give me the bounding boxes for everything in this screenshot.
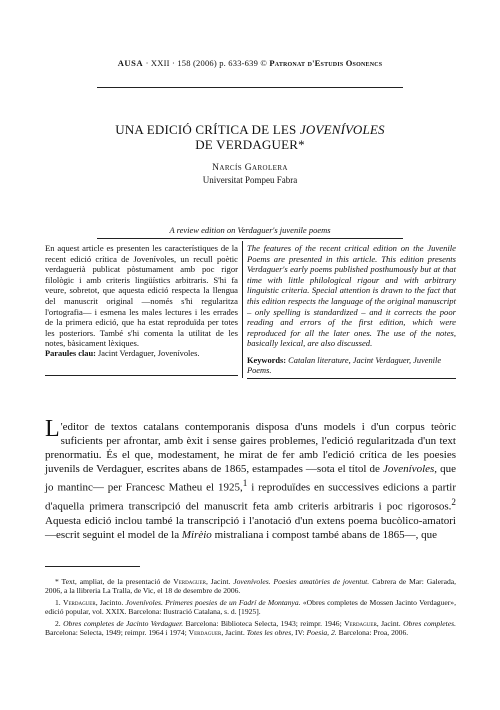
keywords-english-label: Keywords: — [247, 356, 287, 365]
fn-text: , Jacint. — [376, 618, 404, 628]
body-segment: i reproduïdes en successives edicions a partir d'aquella primera transcripció del manuscrit feta amb criteris arbitraris i poc rigorosos. — [45, 482, 457, 513]
title-emphasis: JOVENÍVOLES — [299, 122, 385, 137]
keywords-english-text: Catalan literature, Jacint Verdaguer, Juvenile Poems. — [247, 356, 442, 376]
fn-smallcaps: Verdaguer — [62, 597, 96, 607]
abstract-top-divider — [97, 238, 403, 239]
footnote-ref: 2 — [451, 497, 456, 508]
fn-smallcaps: Verdaguer — [344, 618, 377, 628]
body-segment: Aquesta edició inclou també la transcripció i l'anotació d'un extens poema bucòlico-amatori —escrit seguint el model de la — [45, 514, 456, 541]
fn-emphasis: Jovenívoles. Poesies amatòries de joventut. — [233, 577, 370, 586]
drop-cap: L — [45, 416, 60, 442]
body-emphasis: Jovenívoles — [382, 463, 435, 476]
fn-text: Barcelona: Biblioteca Selecta, 1943; reimpr. 1946; — [183, 618, 345, 628]
author-affiliation: Universitat Pompeu Fabra — [202, 175, 298, 185]
journal-name: AUSA — [117, 58, 144, 68]
article-title — [0, 122, 500, 152]
fn-text: Cabrera de Mar: Galerada, 2006, a la llibreria La Tralla, de Vic, el 18 de desembre de 2006. — [45, 577, 457, 596]
abstract-english — [247, 243, 456, 349]
keywords-left-divider — [45, 375, 238, 376]
fn-text: «Obres completes de Mossen Jacinto Verdaguer», edició popular, vol. XXIX. Barcelona: Ilustració Catalana, s. d. [1925]. — [45, 597, 456, 617]
footnote-star — [45, 577, 456, 596]
body-segment: mistraliana i compost també abans de 1865—, que — [211, 528, 437, 541]
header-divider — [97, 87, 403, 88]
english-title: A review edition on Verdaguer's juvenile poems — [169, 225, 331, 235]
body-text — [45, 416, 457, 542]
abstract-catalan-text: En aquest article es presenten les característiques de la recent edició crítica de Jovenívoles, un recull poètic verdaguerià publicat pòstumament amb poc rigor filològic i amb criteris lingüístics arbitraris. S'hi fa veure, sobretot, que aquesta edició respecta la llengua del manuscrit original —només s'hi regularitza l'ortografia— i esmena les males lectures i les errades de la primera edició, que ha estat reproduïda per totes les posteriors. També s'hi comenta la utilitat de les notes, bàsicament lèxiques. — [45, 243, 238, 349]
footnote-1 — [45, 598, 456, 617]
fn-emphasis: Obres completes. — [403, 618, 456, 628]
fn-emphasis: Totes les obres, — [246, 628, 294, 638]
footnote-ref: 1 — [242, 478, 248, 489]
body-segment: , que jo mantinc— per Francesc Matheu el 1925, — [45, 463, 456, 495]
fn-text: IV: — [293, 628, 307, 638]
abstract-english-text: The features of the recent critical edition on the Juvenile Poems are presented in this article. This edition presents Verdaguer's early poems published posthumously but at that time with little philological rigour and with arbitrary linguistic criteria. Special attention is drawn to the fact that this edition respects the language of the original manuscript – only spelling is standardized – and it corrects the poor reading and errors of the first edition, which were reproduced for all the later ones. The use of the notes, basically lexical, are also discussed. — [247, 243, 456, 349]
running-head — [0, 58, 500, 68]
title-line1: UNA EDICIÓ CRÍTICA DE LES — [115, 122, 300, 137]
fn-text: Barcelona: Selecta, 1949; reimpr. 1964 i 1974; — [45, 628, 189, 638]
fn-smallcaps: Verdaguer — [173, 577, 206, 586]
keywords-english — [247, 356, 456, 377]
body-emphasis: Mirèio — [181, 528, 212, 541]
fn-emphasis: Jovenívoles. Primeres poesies de un Fadrí de Montanya. — [125, 597, 301, 607]
fn-number: 2. — [55, 618, 64, 628]
fn-text: , Jacint. — [205, 577, 234, 586]
fn-emphasis: Obres completes de Jacinto Verdaguer. — [63, 618, 184, 628]
body-paragraph — [45, 416, 457, 542]
footnotes — [45, 577, 456, 639]
fn-text: , Jacint. — [221, 628, 247, 638]
keywords-catalan — [45, 349, 238, 358]
keywords-catalan-text: Jacint Verdaguer, Jovenívoles. — [98, 349, 200, 358]
title-line2: DE VERDAGUER* — [195, 137, 305, 152]
keywords-catalan-label: Paraules clau: — [45, 349, 96, 358]
fn-text: * Text, ampliat, de la presentació de — [55, 577, 174, 586]
publisher-name: Patronat d'Estudis Osonencs — [269, 58, 383, 68]
keywords-right-divider — [247, 378, 456, 379]
abstract-catalan — [45, 243, 238, 349]
footnote-divider — [45, 566, 140, 567]
author-name: Narcís Garolera — [212, 163, 288, 173]
fn-text: , Jacinto. — [95, 597, 126, 607]
body-segment: 'editor de textos catalans contemporanis disposa d'uns models i d'un corpus teòric suficients per afrontar, amb èxit i sense gaires problemes, l'edició regularitzada d'un text prenormatiu. És el que, modestament, he mirat de fer amb l'edició crítica de les poesies juvenils de Verdaguer, escrites abans de 1865, estampades —sota el títol de — [45, 421, 456, 476]
abstract-column-divider — [242, 241, 243, 378]
fn-emphasis: Poesia, 2. — [306, 628, 337, 638]
fn-text: Barcelona: Proa, 2006. — [336, 628, 409, 638]
footnote-2 — [45, 619, 456, 638]
fn-number: 1. — [55, 597, 63, 607]
journal-issue-info: · XXII · 158 (2006) p. 633-639 © — [145, 58, 268, 68]
fn-smallcaps: Verdaguer — [188, 628, 222, 638]
